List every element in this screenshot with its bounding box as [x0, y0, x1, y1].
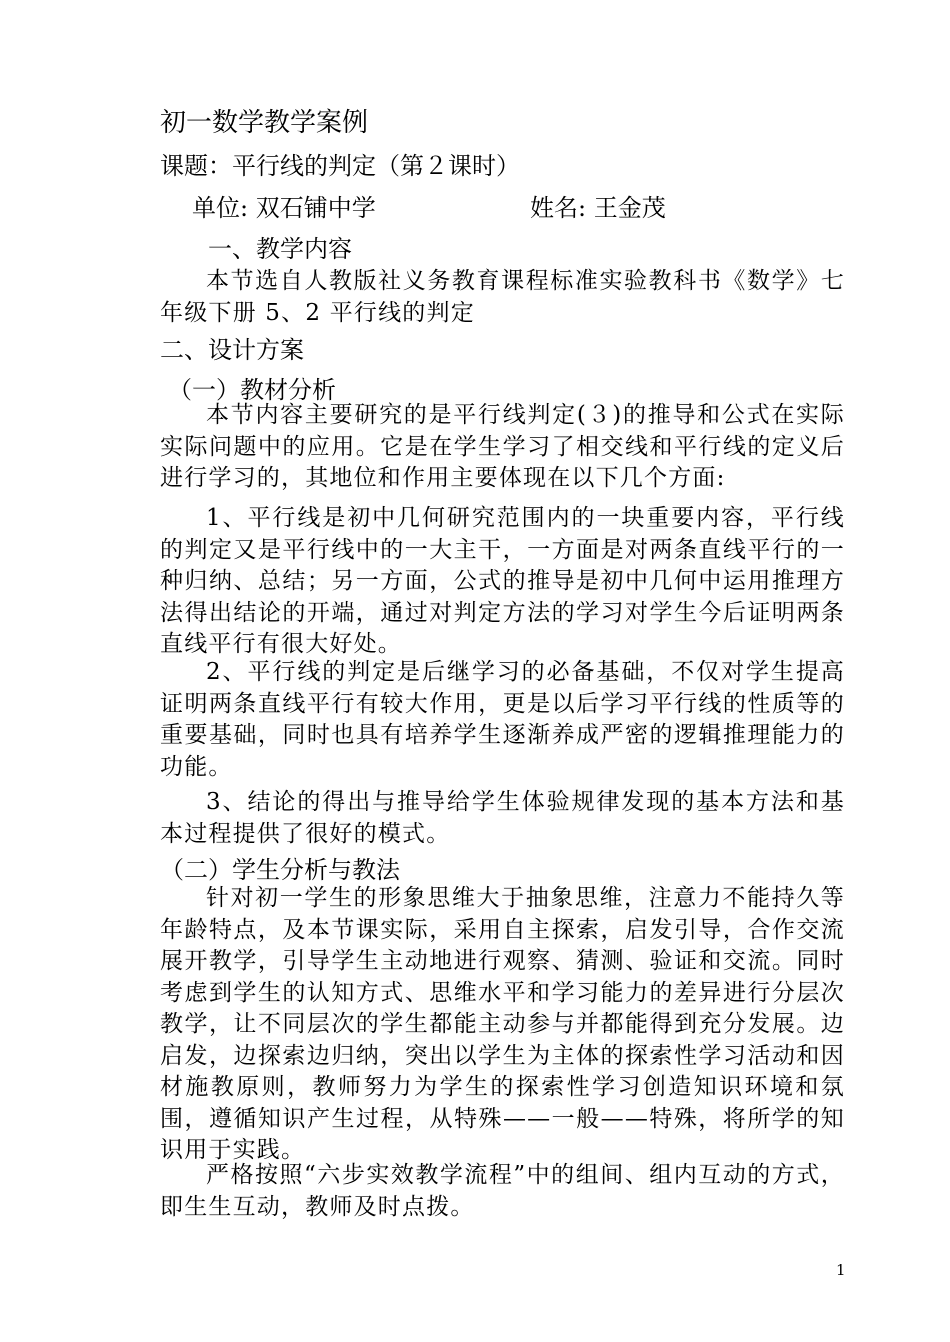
- page-number: 1: [836, 1261, 846, 1279]
- point-3: [160, 787, 845, 850]
- subsection-1-heading: （一）教材分析: [168, 376, 336, 404]
- subject-line: 课题：平行线的判定（第２课时）: [160, 152, 520, 180]
- unit-line: 单位: 双石铺中学: [192, 194, 376, 222]
- point-2: [160, 657, 845, 783]
- section-1-paragraph: 本节选自人教版社义务教育课程标准实验教科书《数学》七年级下册 5、2 平行线的判定: [160, 268, 845, 326]
- subsection-1-intro: [160, 400, 845, 495]
- section-1-heading: 一、教学内容: [208, 235, 352, 263]
- point-1: [160, 503, 845, 661]
- interaction-paragraph: 严格按照“六步实效教学流程”中的组间、组内互动的方式，即生生互动，教师及时点拨。: [160, 1162, 845, 1220]
- point-1-paragraph: 1、平行线是初中几何研究范围内的一块重要内容，平行线的判定又是平行线中的一大主干，一方面是对两条直线平行的一种归纳、总结；另一方面，公式的推导是初中几何中运用推理方法得出结论的开端，通过对判定方法的学习对学生今后证明两条直线平行有很大好处。: [160, 505, 845, 657]
- author-line: 姓名: 王金茂: [530, 194, 666, 222]
- teaching-method-paragraph: 针对初一学生的形象思维大于抽象思维，注意力不能持久等年龄特点，及本节课实际，采用自主探索，启发引导，合作交流展开教学，引导学生主动地进行观察、猜测、验证和交流。同时考虑到学生的认知方式、思维水平和学习能力的差异进行分层次教学，让不同层次的学生都能主动参与并都能得到充分发展。边启发，边探索边归纳，突出以学生为主体的探索性学习活动和因材施教原则，教师努力为学生的探索性学习创造知识环境和氛围，遵循知识产生过程，从特殊——一般——特殊，将所学的知识用于实践。: [160, 885, 845, 1163]
- document-title: 初一数学教学案例: [160, 108, 369, 138]
- intro-paragraph: 本节内容主要研究的是平行线判定(３)的推导和公式在实际实际问题中的应用。它是在学生学习了相交线和平行线的定义后进行学习的，其地位和作用主要体现在以下几个方面:: [160, 402, 845, 491]
- subsection-2-body: [160, 883, 845, 1167]
- point-3-paragraph: 3、结论的得出与推导给学生体验规律发现的基本方法和基本过程提供了很好的模式。: [160, 789, 845, 847]
- point-2-paragraph: 2、平行线的判定是后继学习的必备基础，不仅对学生提高证明两条直线平行有较大作用，更是以后学习平行线的性质等的重要基础，同时也具有培养学生逐渐养成严密的逻辑推理能力的功能。: [160, 659, 845, 780]
- section-1-body: [160, 266, 845, 329]
- section-2-heading: 二、设计方案: [160, 336, 304, 364]
- subsection-2-body-2: [160, 1160, 845, 1223]
- subsection-2-heading: （二）学生分析与教法: [160, 856, 400, 884]
